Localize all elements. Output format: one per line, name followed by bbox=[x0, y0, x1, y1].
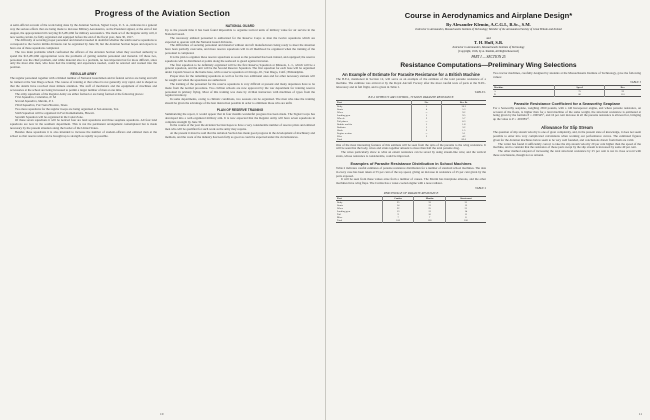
copyright-line: (Copyright, 1916, by A. Klemin, All Rights Reserved) bbox=[458, 50, 519, 53]
coauthor-affiliation: Instructor in Aeronautics, Massachusetts Institute of Technology bbox=[452, 46, 525, 49]
table-cell: 4 bbox=[412, 108, 441, 111]
paragraph: Table 2 indicates careful estimates of parasite resistance distribution for a number of standard school machines. The data in every case has been taken at 55 per cent of the top speed, giving an increase in resistance of 25 per cent given by the parts exposed. bbox=[336, 165, 486, 178]
paragraph: The first squadron to be definitely organized will be the first Reserve Squadron at Mineola, L. I., which will be a general squadron, and the unit will be the Second Reserve Squadron. The first squadron for each base will be organized under Captain Sweet as the home base, with a reserve squadron at Chicago, Ill.; San Diego, Calif.; Philadelphia. bbox=[165, 62, 315, 75]
table-caption: B.E.2 WITHOUT AIR CONTROL, 70 M.P.H. PARASITE RESISTANCE bbox=[368, 94, 454, 99]
right-page bbox=[325, 0, 650, 420]
table-cell bbox=[412, 138, 441, 142]
table-cell: 5.1 bbox=[441, 132, 486, 135]
squadron-place: First Squadron, Columbus, N. M. bbox=[15, 95, 57, 100]
table-label: TABLE 3 bbox=[630, 80, 641, 84]
paragraph: The two main problems which confronted the officers of the Aviation Section when they received authority to spend the $13,281,666 appropriation were the problems of getting suitable personnel and material. Of these two, personnel was the chief problem, and while material also is a problem, no less important but far more difficult, since only the most able men, who have had the training and experience needed, could be selected and worked into the position. bbox=[10, 49, 157, 70]
right-column-2 bbox=[493, 72, 641, 158]
paragraph: The difficulty of securing proper personnel and material needed in doubtful whether the tenth reserve squadrons to correspond to the twelve militia divisions can be organized by June 30, but the Aviation Section hopes and expects to have one of these squadrons completed. bbox=[10, 38, 157, 51]
table-cell: Struts bbox=[337, 204, 343, 208]
paragraph: Of these seven squadrons it will be noticed four are land squadrons and three seaplane squadrons. All four land squadrons are now in the southern department. This is not the permanent arrangement contemplated but is made necessary by the present situation along the border of the United States. bbox=[10, 118, 157, 131]
table-cell: 13 bbox=[414, 204, 445, 207]
table-cell: Pilot bbox=[337, 134, 342, 138]
table-cell: 80 bbox=[555, 93, 604, 97]
table-cell: Tail planes bbox=[337, 119, 348, 123]
table-row bbox=[336, 138, 486, 142]
paragraph: One of the most interesting features of this estimate will be seen from the ratio of the parasite to the wing resistance. It will be seen that the body, wires and struts together amount to more than half the total parasite drag. bbox=[336, 142, 486, 151]
page-number: 11 bbox=[638, 412, 642, 416]
coefficient-heading: Parasite Resistance Coefficient for a Seaworthy Seaplane bbox=[513, 100, 621, 106]
paragraph: The question of slip stream velocity is one of great complexity, and, in the present state of knowledge, it does not seem possible to enter into very complicated calculations when working out performance curves. The estimated figures given for the Aviation machines below seem to be very well founded, and conclusions drawn from them are valid. bbox=[493, 130, 641, 142]
table-cell: 1 bbox=[412, 104, 441, 108]
paragraph: In some departments, owing to climatic conditions, two seasons can be organized. The men who take the training should be given the advantage of the best instruction possible in order to eliminate those who are unfit. bbox=[165, 97, 315, 106]
table-cell: 7 bbox=[414, 216, 445, 219]
table-cell: 25 bbox=[414, 207, 445, 210]
table-cell: Landing gear bbox=[337, 210, 351, 214]
subheading: PLAN OF RESERVE TRAINING bbox=[216, 107, 264, 112]
paragraph: The training of the personnel for the reserve squadrons is very difficult at present and many departures have to be made from the normal procedure. Two civilian schools are now approved by the war department for training reserve personnel in primary flying. Most of this training was done by civilian instructors with machines of types from the regular inventory. bbox=[165, 81, 315, 98]
examples-heading: Examples of Parasite Resistance Distribution in School Machines bbox=[350, 160, 472, 166]
table-cell: Total bbox=[337, 137, 343, 141]
left-column-2 bbox=[165, 24, 315, 140]
example-heading: An Example of Estimate for Parasite Resistance for a British Machine bbox=[342, 72, 480, 77]
table-cell: Tail bbox=[337, 213, 341, 217]
table-cell: 6.3 bbox=[441, 120, 486, 123]
table-cell: 21 bbox=[445, 207, 486, 210]
paragraph: The other method adopted of increasing the total structural resistance by 25 per cent is not in close accord with these conclusions, though not as rational. bbox=[493, 149, 641, 158]
tractor-machines-table bbox=[493, 85, 641, 97]
paragraph: Proper sites for the remaining squadrons as well as for the two additional ones and for other necessary stations will be sought out when the squadrons are authorized. bbox=[165, 74, 315, 82]
right-column-1 bbox=[336, 72, 486, 223]
table-cell: 10 bbox=[414, 213, 445, 216]
table-header-cell: Part bbox=[337, 197, 342, 201]
table-cell: 1.8 bbox=[441, 123, 486, 126]
table-cell: 1 bbox=[412, 123, 441, 126]
table-cell: 9.5 bbox=[441, 114, 486, 117]
table-cell: Wires bbox=[337, 207, 343, 211]
paragraph: It will be seen from these values arise from a number of causes. The Martin has interplane ailerons, and the other machines have wing flaps. The Curtiss has a water-cooled engine with a nose radiator. bbox=[336, 177, 486, 186]
table-label: TABLE 2 bbox=[475, 187, 486, 191]
table-cell: 100 bbox=[414, 219, 445, 223]
table-cell: 92 bbox=[604, 89, 641, 93]
table-cell: -- bbox=[412, 111, 441, 114]
table-cell: 35 bbox=[382, 201, 414, 205]
table-cell: Landing gear bbox=[337, 113, 351, 117]
table-cell: 13 bbox=[382, 210, 414, 213]
table-header-cell: No. bbox=[412, 100, 441, 104]
table-cell: 22 bbox=[382, 207, 414, 210]
table-cell: 2 bbox=[412, 129, 441, 132]
paragraph: Two tractor machines, carefully designed by students at the Massachusetts Institute of Technology, gave the following values: bbox=[493, 71, 641, 79]
table-header-cell: Machine bbox=[494, 85, 504, 89]
page-number: 10 bbox=[160, 412, 164, 416]
table-cell: Engine section bbox=[337, 131, 352, 135]
table-cell: Struts bbox=[337, 107, 343, 111]
part-section: PART I — SECTION 25 bbox=[471, 54, 506, 59]
table-cell: -- bbox=[412, 120, 441, 123]
paragraph: A semi-official account of the work being done by the Aviation Section, Signal Corps, U. S. A., indicates in a general way the serious efforts that are being made to increase Military Aeronautics, as the President signed, at the end of last August, the appropriation bill carrying $13,281,666 for military aeronautics. The main act of the Regular Army will, it now seems certain, be fully organized and equipped before the end of the fiscal year, June 30, 1917. bbox=[10, 23, 157, 39]
table-header-cell: Part bbox=[337, 100, 342, 104]
table-cell: 9 bbox=[382, 213, 414, 216]
table-cell: Skids bbox=[337, 128, 343, 132]
left-page-title: Progress of the Aviation Section bbox=[94, 8, 231, 18]
school-machines-table bbox=[336, 196, 486, 223]
paragraph: Up to the present time it has been found impossible to organize tactical units of military value for air service in the National Guard. bbox=[165, 28, 315, 36]
paragraph: The wires particularly show to what an extent resistance can be saved by using stream-line wire; and the vertical struts, whose resistance is considerable, could be improved. bbox=[336, 150, 486, 159]
subheading: NATIONAL GUARD bbox=[225, 24, 255, 28]
paragraph: At the present it must be said that the Aviation Section has made good progress in the development of machinery and methods, and the work of the industry has been fully as good as could be expected under the circumstances. bbox=[165, 131, 315, 139]
table-cell: 31 bbox=[445, 201, 486, 205]
table-cell: 100 bbox=[445, 219, 486, 223]
table-cell: 12 bbox=[414, 210, 445, 213]
paragraph: Summarizing the report, it would appear that in four months wonderful progress has been made. The Signal Corps has developed into a well-organized military arm. It is now expected that the Regular Army will have seven squadrons in complete strength by June 30. bbox=[165, 111, 315, 124]
paragraph: Besides these squadrons it is also intended to increase the number of student-officers and enlisted men at the school so that reserve units can be brought up to strength as rapidly as possible. bbox=[10, 129, 157, 138]
table-cell: 1 bbox=[412, 114, 441, 117]
table-cell: A bbox=[494, 89, 496, 93]
table-cell: Misc. bbox=[337, 216, 343, 220]
article-title: Course in Aerodynamics and Airplane Design* bbox=[404, 11, 573, 20]
table-label: TABLE I. bbox=[474, 90, 486, 94]
byline-and: and bbox=[486, 36, 491, 40]
table-cell: 30.2 bbox=[441, 104, 486, 108]
paragraph: Seventh Squadron will be organized in the Canal Zone. bbox=[15, 114, 84, 119]
table-cell: 2 bbox=[412, 117, 441, 120]
table-cell: 9.2 bbox=[441, 111, 486, 114]
table-header-cell: Curtiss bbox=[382, 197, 414, 201]
squadron-place: Second Squadron, Manila, P. I. bbox=[15, 99, 54, 104]
paragraph: The army squadrons of the Regular Army are either formed or are being formed at the following places: bbox=[15, 91, 144, 96]
table-cell: 7 bbox=[382, 216, 414, 219]
table-cell: Radiator bbox=[337, 125, 346, 129]
table-row bbox=[336, 219, 486, 223]
table-cell: Wires bbox=[337, 110, 343, 114]
paragraph: Two more squadrons for the regular troops are being organized at San Antonio, Tex. bbox=[15, 106, 120, 111]
subheading: REGULAR ARMY bbox=[70, 72, 97, 77]
table-cell: 1 bbox=[412, 126, 441, 129]
table-cell: 1.5 bbox=[441, 129, 486, 132]
paragraph: For a Seaworthy seaplane, weighing 2650 pounds, with a 140 horsepower engine, and where parasite resistance, on account of the floats, is higher than for a land machine of the same weight, the structural resistance is estimated at being given by the formula P = .00034V², and 16 per cent increase in all the parasite resistance is allowed for, bringing up the value to P = .00038V². bbox=[493, 105, 641, 122]
paragraph: In the course of the year the Aviation Section hopes to have a very considerable number of reserve pilots and enlisted men who will be qualified for such work as the army may require. bbox=[165, 123, 315, 132]
table-cell: -- bbox=[412, 132, 441, 135]
paragraph: The B.E.2, mentioned in Section 12, will serve as an example of the estimate of the total parasite resistance of a machine. The estimate was arrived at by the Royal Aircraft Factory after the most careful tests of parts at the N.P.L. laboratory and in full flight, and is given in Table I. bbox=[336, 77, 486, 89]
table-header-cell: Res. bbox=[604, 85, 641, 89]
table-cell: B bbox=[494, 92, 496, 96]
paragraph: Sixth Squadron will be organized in Fort Kamehameha, Hawaii. bbox=[15, 110, 95, 115]
paragraph: It is the plan to organize these reserve squadrons as soon as the personnel has been trained, and equipped; the reserve squadrons will be distributed at points along the seaboard to guard against invasion. bbox=[165, 54, 315, 63]
table-cell: 4.2 bbox=[441, 135, 486, 138]
slip-stream-heading: Allowance for Slip Stream bbox=[541, 125, 593, 131]
table-cell: 2 bbox=[412, 135, 441, 138]
table-cell: 82.0 bbox=[441, 138, 486, 142]
table-cell: 5.7 bbox=[441, 117, 486, 120]
paragraph: The necessary enlisted personnel is authorized for the Reserve Corps to man the twelve squadrons which are expected to operate with the National Guard divisions. bbox=[165, 35, 315, 44]
table-cell: 110 bbox=[604, 93, 641, 97]
table-header-cell: Speed bbox=[555, 85, 604, 89]
table-header-cell: Martin bbox=[414, 197, 445, 201]
table-cell: Rudder and fin bbox=[337, 122, 352, 126]
table-cell: 5.3 bbox=[441, 108, 486, 111]
table-cell: 33 bbox=[414, 201, 445, 205]
table-cell: 11 bbox=[445, 213, 486, 216]
table-cell: 3.2 bbox=[441, 126, 486, 129]
table-caption: PERCENTAGE OF PARASITE RESISTANCE bbox=[383, 191, 439, 196]
table-cell: Body bbox=[337, 201, 343, 205]
table-header-cell: Sturtevant bbox=[445, 197, 486, 201]
table-cell: Body bbox=[337, 104, 343, 108]
section-heading: Resistance Computations—Preliminary Wing Selections bbox=[400, 62, 577, 69]
paragraph: The regular personnel together with a limited number of National Guardsmen and in federal service are being and will be trained at the San Diego school. The course of training at that school is not generally very rapid, and is shaped so that the details have received most minute attention. The staff of mechanics and the equipment of machines and accessories at the school are being increased to permit a larger number of men at one time. bbox=[10, 76, 157, 92]
table-cell: 14 bbox=[382, 204, 414, 207]
table-cell: 15 bbox=[445, 204, 486, 207]
squadron-place: Third Squadron, Fort Sam Houston, Texas. bbox=[15, 103, 69, 108]
table-cell: Wheels bbox=[337, 116, 345, 120]
table-cell: 8 bbox=[445, 216, 486, 219]
left-column-1 bbox=[10, 24, 157, 139]
paragraph: The difficulties of securing personnel and material without aircraft manufacturers being ready to meet the situation have been partially overcome, and more reserve squadrons will in all likelihood be organized when the training of the personnel is completed. bbox=[165, 43, 315, 56]
coauthor: T. H. Huff, S.B. bbox=[474, 40, 503, 45]
table-cell: 14 bbox=[445, 210, 486, 213]
table-cell: Total bbox=[337, 219, 343, 223]
table-header-cell: Res. lb. bbox=[441, 100, 486, 104]
table-cell: 100 bbox=[382, 219, 414, 223]
table-cell: 75 bbox=[555, 89, 604, 93]
author-affiliation: Instructor in Aeronautics, Massachusetts Institute of Technology; Member of the Aeronautical Society of Great Britain and Ireland bbox=[415, 28, 562, 31]
byline: By Alexander Klemin, A.C.G.I., B.Sc., S.M. bbox=[446, 22, 531, 27]
table-row bbox=[493, 93, 641, 97]
paragraph: The writer has found it sufficiently correct to take the slip stream velocity 20 per cent higher than the speed of the machine, and to consider that the resistance of those parts swept by the slip stream is increased by some 40 per cent. bbox=[493, 141, 641, 150]
parasite-resistance-table bbox=[336, 100, 486, 142]
